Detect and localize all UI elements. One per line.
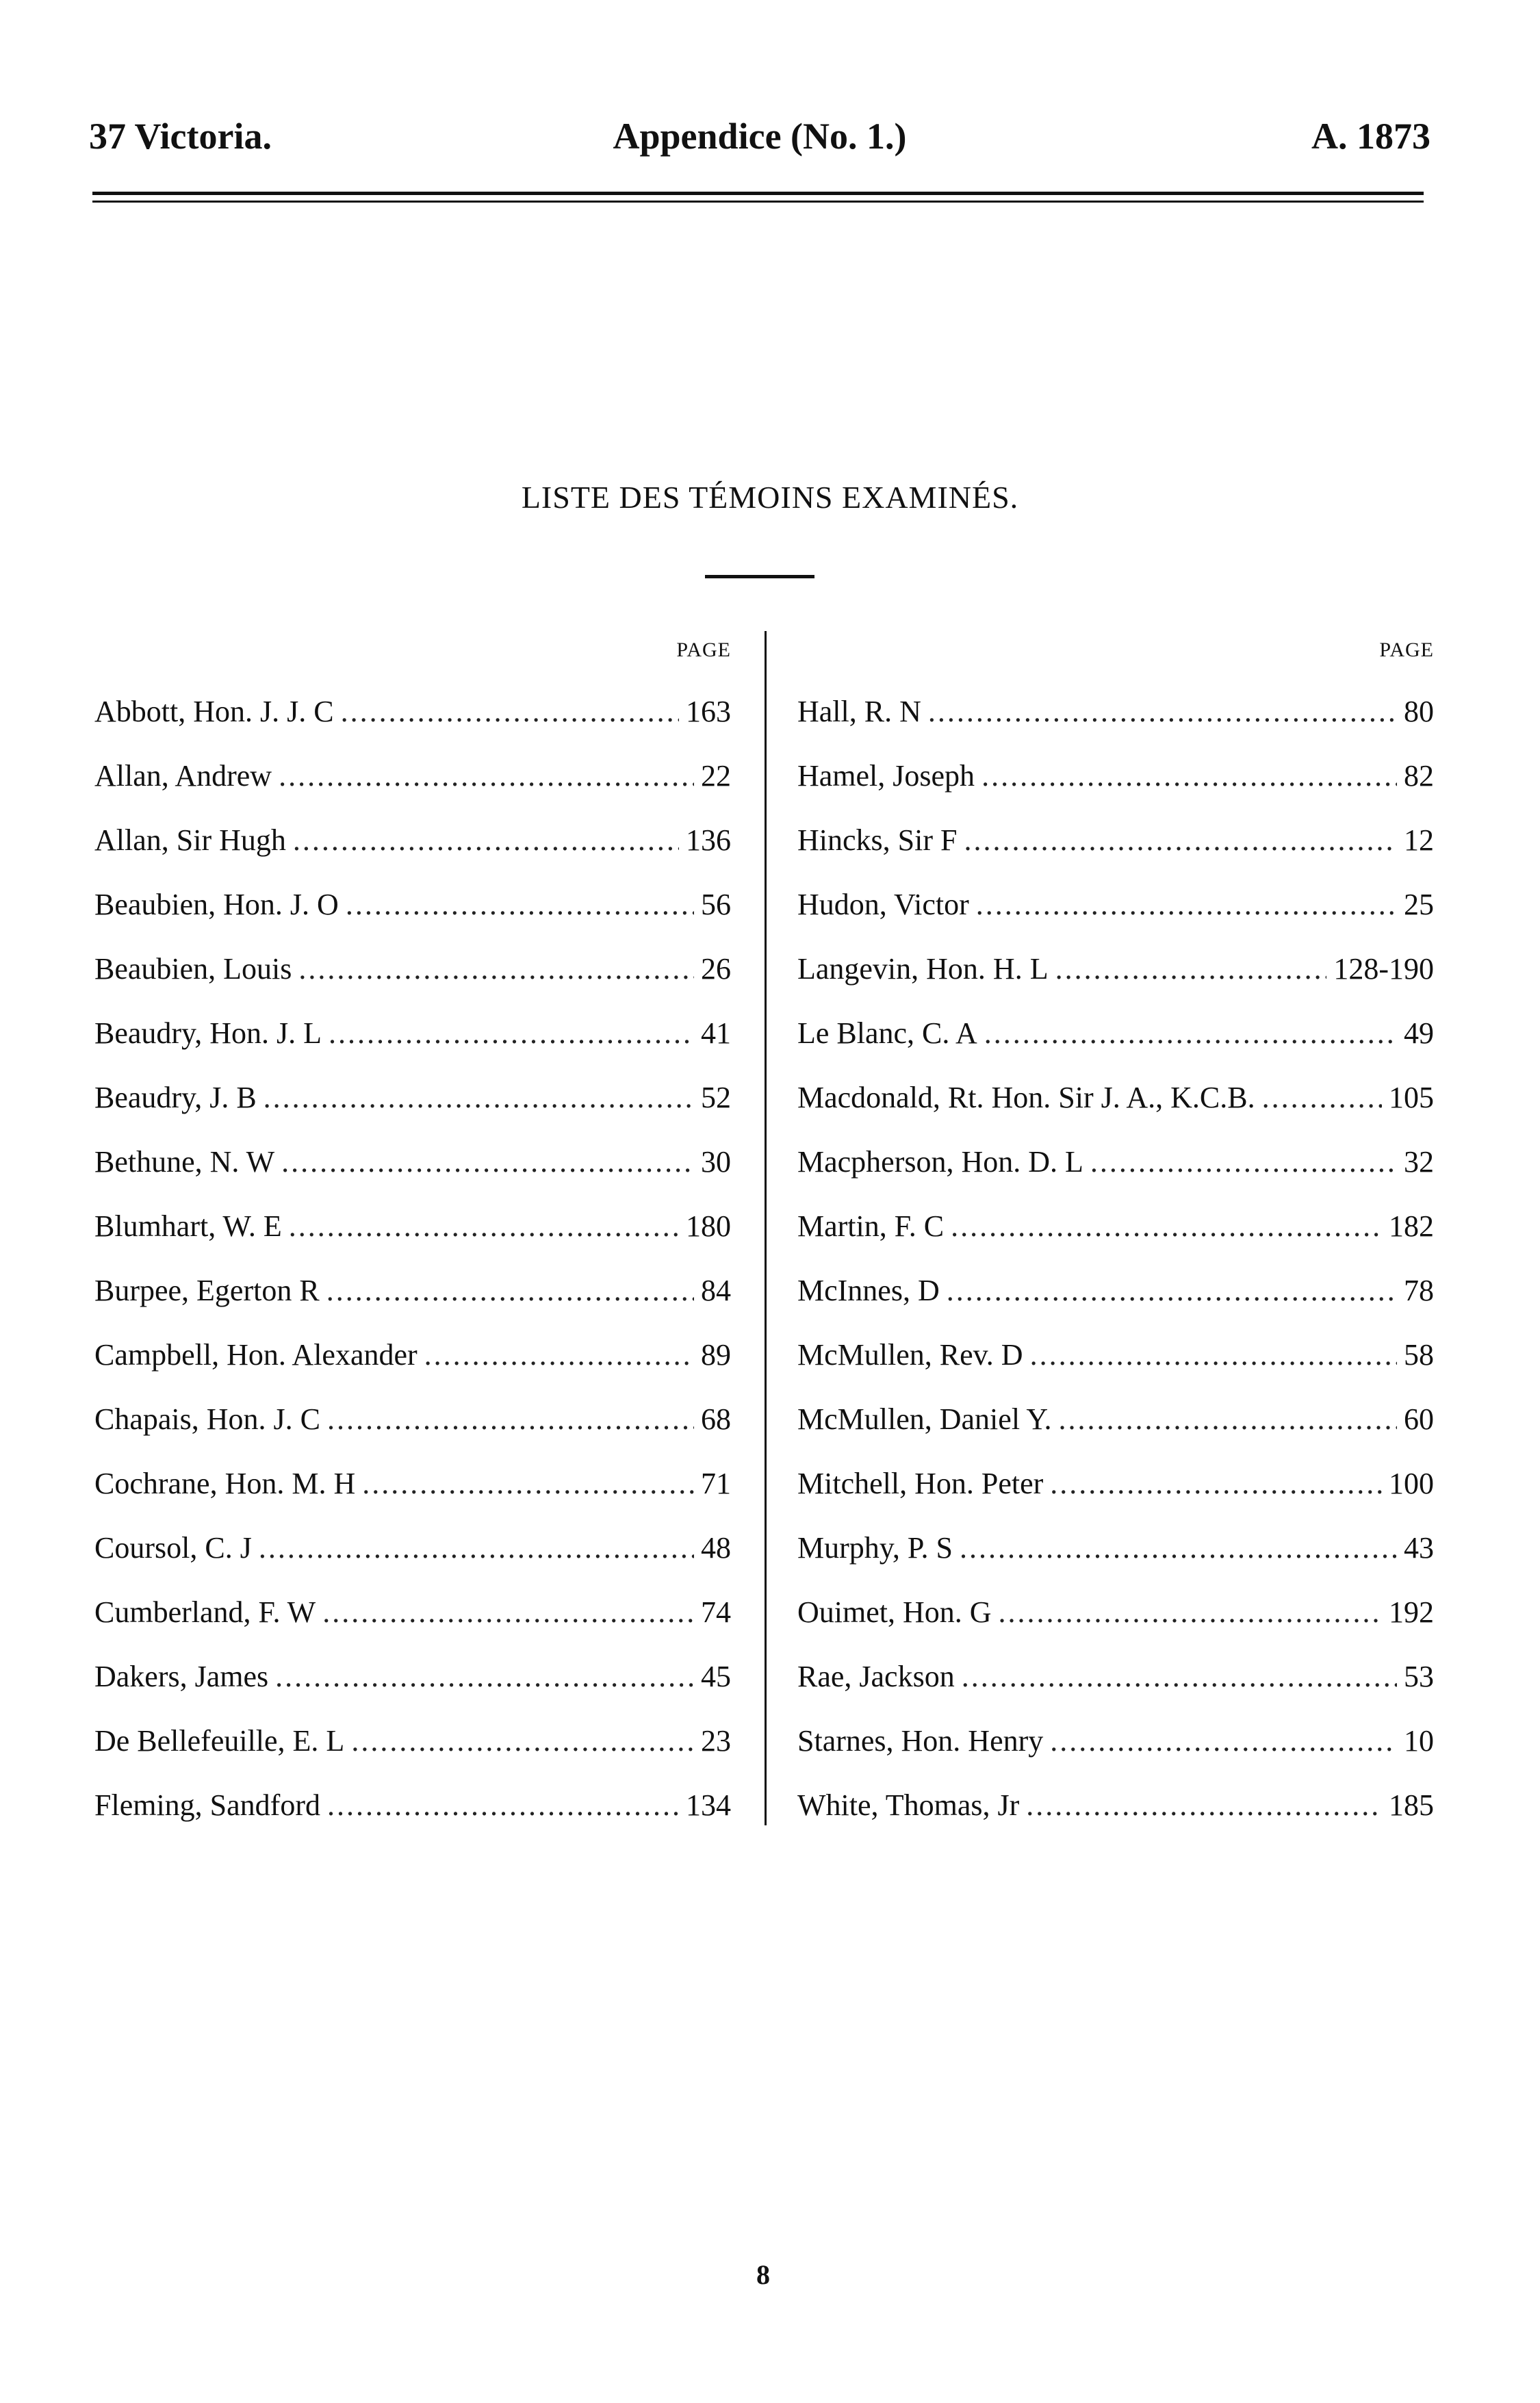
dot-leader (947, 1259, 1397, 1323)
witness-entry (94, 1387, 731, 1452)
witness-entry (94, 1516, 731, 1580)
witness-entry (94, 1580, 731, 1645)
page-number: 74 (701, 1595, 731, 1629)
witness-name: Coursol, C. J (94, 1531, 252, 1565)
dot-leader (1055, 937, 1327, 1001)
witness-name: Cumberland, F. W (94, 1595, 316, 1629)
witness-entry (94, 937, 731, 1001)
witness-entry (797, 873, 1434, 937)
witness-entry (797, 1001, 1434, 1066)
witness-name: De Bellefeuille, E. L (94, 1724, 345, 1758)
witness-entries-left (94, 680, 731, 1838)
page-number: 68 (701, 1402, 731, 1436)
witness-name: Hudon, Victor (797, 888, 969, 921)
page-number: 192 (1389, 1595, 1434, 1629)
dot-leader (279, 744, 694, 808)
witness-name: Martin, F. C (797, 1209, 945, 1243)
witness-name: Langevin, Hon. H. L (797, 952, 1049, 986)
witness-entry (797, 1773, 1434, 1838)
dot-leader (281, 1130, 694, 1194)
page-number: 43 (1404, 1531, 1434, 1565)
witness-name: Fleming, Sandford (94, 1788, 320, 1822)
witness-name: Hamel, Joseph (797, 759, 975, 793)
witness-entry (797, 1387, 1434, 1452)
page-number: 128-190 (1333, 952, 1434, 986)
witness-entry (94, 680, 731, 744)
dot-leader (984, 1001, 1397, 1066)
witness-entry (797, 1645, 1434, 1709)
dot-leader (327, 1773, 679, 1838)
header-session: 37 Victoria. (89, 116, 272, 157)
page-number: 78 (1404, 1274, 1434, 1307)
page-number: 58 (1404, 1338, 1434, 1372)
page-number: 23 (701, 1724, 731, 1758)
witness-name: Hall, R. N (797, 695, 921, 728)
witness-entry (797, 680, 1434, 744)
column-divider (765, 631, 767, 1825)
witness-name: Burpee, Egerton R (94, 1274, 320, 1307)
witness-entry (94, 1773, 731, 1838)
witness-name: Chapais, Hon. J. C (94, 1402, 320, 1436)
witness-entry (94, 1194, 731, 1259)
witness-name: Beaudry, J. B (94, 1081, 257, 1114)
dot-leader (327, 1387, 694, 1452)
page-number: 49 (1404, 1016, 1434, 1050)
page-number: 53 (1404, 1660, 1434, 1693)
header-rule-thick (92, 192, 1424, 195)
witness-entry (797, 1580, 1434, 1645)
witness-entry (797, 1194, 1434, 1259)
page-number: 56 (701, 888, 731, 921)
witness-name: Beaubien, Louis (94, 952, 292, 986)
page-number: 52 (701, 1081, 731, 1114)
page-column-label-left: PAGE (676, 639, 731, 661)
witness-name: Ouimet, Hon. G (797, 1595, 992, 1629)
witness-name: Beaubien, Hon. J. O (94, 888, 339, 921)
page-number: 82 (1404, 759, 1434, 793)
page-number: 71 (701, 1467, 731, 1500)
dot-leader (346, 873, 694, 937)
witness-name: Cochrane, Hon. M. H (94, 1467, 356, 1500)
page-number: 26 (701, 952, 731, 986)
witness-name: McInnes, D (797, 1274, 940, 1307)
witness-name: Rae, Jackson (797, 1660, 955, 1693)
dot-leader (329, 1001, 694, 1066)
witness-name: Blumhart, W. E (94, 1209, 282, 1243)
header-year: A. 1873 (1311, 116, 1430, 157)
header-rule-thin (92, 201, 1424, 203)
dot-leader (293, 808, 679, 873)
witness-entry (797, 1709, 1434, 1773)
page-number: 12 (1404, 823, 1434, 857)
dot-leader (326, 1259, 694, 1323)
witness-entry (94, 1001, 731, 1066)
witness-name: Beaudry, Hon. J. L (94, 1016, 322, 1050)
witness-name: Macdonald, Rt. Hon. Sir J. A., K.C.B. (797, 1081, 1255, 1114)
witness-entry (797, 1259, 1434, 1323)
witness-entry (94, 808, 731, 873)
witness-name: Abbott, Hon. J. J. C (94, 695, 334, 728)
witness-entry (94, 1130, 731, 1194)
page-number: 180 (686, 1209, 731, 1243)
dot-leader (1030, 1323, 1397, 1387)
witness-entry (797, 1452, 1434, 1516)
dot-leader (322, 1580, 694, 1645)
dot-leader (1262, 1066, 1382, 1130)
witness-name: Allan, Andrew (94, 759, 272, 793)
title-divider (705, 575, 814, 578)
witness-name: Starnes, Hon. Henry (797, 1724, 1044, 1758)
page-header (89, 115, 1430, 163)
dot-leader (275, 1645, 694, 1709)
witness-name: McMullen, Daniel Y. (797, 1402, 1052, 1436)
page-number: 32 (1404, 1145, 1434, 1179)
witness-entry (797, 808, 1434, 873)
dot-leader (362, 1452, 694, 1516)
witness-entry (797, 1516, 1434, 1580)
dot-leader (264, 1066, 694, 1130)
page-number: 185 (1389, 1788, 1434, 1822)
dot-leader (964, 808, 1397, 873)
page-number: 41 (701, 1016, 731, 1050)
dot-leader (981, 744, 1397, 808)
dot-leader (1059, 1387, 1397, 1452)
page-number: 10 (1404, 1724, 1434, 1758)
page-number: 134 (686, 1788, 731, 1822)
page-number: 22 (701, 759, 731, 793)
witness-name: Dakers, James (94, 1660, 269, 1693)
witness-entry (94, 1452, 731, 1516)
dot-leader (351, 1709, 694, 1773)
witness-entry (797, 1323, 1434, 1387)
page-number: 84 (701, 1274, 731, 1307)
page-number: 60 (1404, 1402, 1434, 1436)
witness-list-left (94, 633, 731, 1838)
witness-entry (94, 744, 731, 808)
witness-entry (94, 1323, 731, 1387)
witness-name: Mitchell, Hon. Peter (797, 1467, 1044, 1500)
witness-name: McMullen, Rev. D (797, 1338, 1023, 1372)
dot-leader (1090, 1130, 1397, 1194)
witness-entries-right (797, 680, 1434, 1838)
header-appendix: Appendice (No. 1.) (613, 116, 907, 157)
page-number: 163 (686, 695, 731, 728)
witness-entry (797, 744, 1434, 808)
witness-name: Allan, Sir Hugh (94, 823, 286, 857)
dot-leader (1026, 1773, 1382, 1838)
dot-leader (424, 1323, 694, 1387)
page-number: 136 (686, 823, 731, 857)
dot-leader (928, 680, 1397, 744)
dot-leader (298, 937, 694, 1001)
dot-leader (999, 1580, 1382, 1645)
witness-name: Macpherson, Hon. D. L (797, 1145, 1083, 1179)
page-number: 89 (701, 1338, 731, 1372)
page-title: LISTE DES TÉMOINS EXAMINÉS. (521, 480, 1019, 515)
page-number: 25 (1404, 888, 1434, 921)
witness-name: Hincks, Sir F (797, 823, 958, 857)
dot-leader (976, 873, 1397, 937)
witness-entry (94, 873, 731, 937)
dot-leader (951, 1194, 1382, 1259)
dot-leader (1050, 1452, 1382, 1516)
witness-entry (94, 1259, 731, 1323)
witness-entry (94, 1645, 731, 1709)
page-number: 48 (701, 1531, 731, 1565)
witness-entry (94, 1066, 731, 1130)
page-number: 105 (1389, 1081, 1434, 1114)
dot-leader (259, 1516, 694, 1580)
dot-leader (960, 1516, 1397, 1580)
dot-leader (289, 1194, 679, 1259)
witness-name: Le Blanc, C. A (797, 1016, 977, 1050)
witness-name: Bethune, N. W (94, 1145, 275, 1179)
witness-entry (797, 1066, 1434, 1130)
witness-name: Campbell, Hon. Alexander (94, 1338, 418, 1372)
page-column-label-right: PAGE (1379, 639, 1434, 661)
dot-leader (341, 680, 679, 744)
dot-leader (1050, 1709, 1397, 1773)
page-number: 30 (701, 1145, 731, 1179)
footer-page-mark: 8 (756, 2259, 770, 2290)
witness-entry (797, 1130, 1434, 1194)
witness-entry (797, 937, 1434, 1001)
witness-entry (94, 1709, 731, 1773)
dot-leader (962, 1645, 1397, 1709)
witness-list-right (797, 633, 1434, 1838)
page-number: 45 (701, 1660, 731, 1693)
page-number: 100 (1389, 1467, 1434, 1500)
witness-name: Murphy, P. S (797, 1531, 953, 1565)
witness-name: White, Thomas, Jr (797, 1788, 1020, 1822)
page-number: 182 (1389, 1209, 1434, 1243)
page-number: 80 (1404, 695, 1434, 728)
